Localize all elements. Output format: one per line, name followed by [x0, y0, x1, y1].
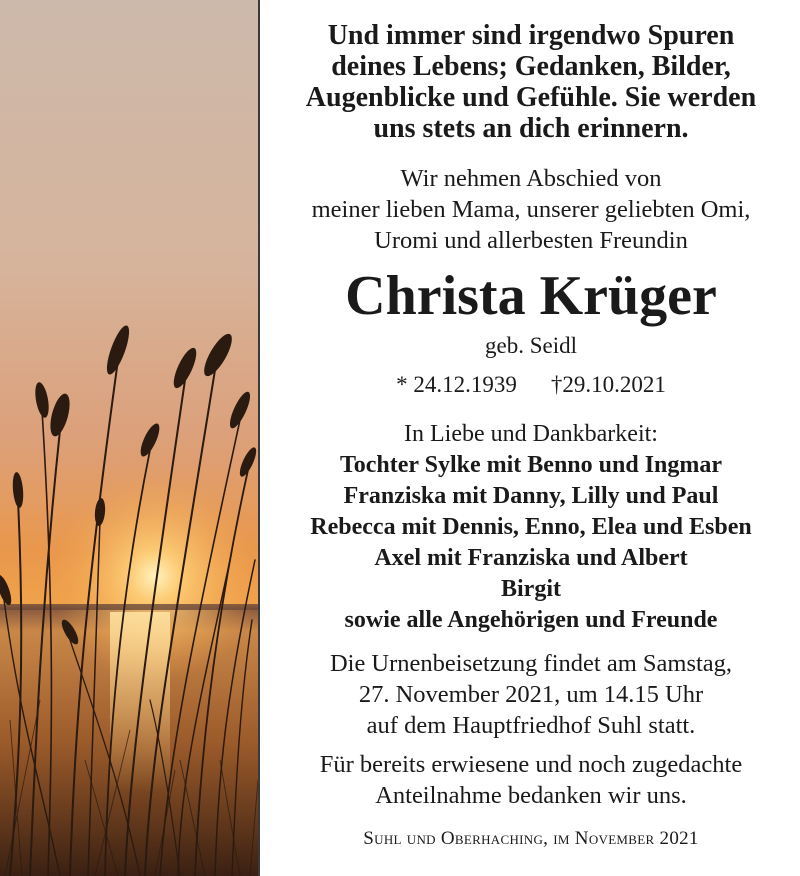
burial-info: [262, 648, 800, 741]
motto-line: uns stets an dich erinnern.: [373, 113, 689, 144]
burial-line: auf dem Hauptfriedhof Suhl statt.: [366, 712, 696, 739]
birth-date: * 24.12.1939: [396, 372, 517, 397]
family-member: sowie alle Angehörigen und Freunde: [344, 607, 718, 633]
photo-divider: [258, 0, 260, 876]
family-member: Axel mit Franziska und Albert: [374, 545, 688, 571]
death-date: †29.10.2021: [550, 372, 666, 397]
intro: [262, 163, 800, 256]
life-dates: [262, 371, 800, 399]
family-member: Rebecca mit Dennis, Enno, Elea und Esben: [310, 514, 752, 540]
burial-line: Die Urnenbeisetzung findet am Samstag,: [329, 650, 733, 677]
family-list: [262, 419, 800, 636]
notice-text: [262, 0, 800, 876]
intro-line: Uromi und allerbesten Freundin: [374, 227, 688, 254]
motto-line: Augenblicke und Gefühle. Sie werden: [305, 82, 757, 113]
motto-line: Und immer sind irgendwo Spuren: [327, 20, 735, 51]
deceased-name: Christa Krüger: [345, 265, 717, 327]
intro-line: Wir nehmen Abschied von: [400, 165, 662, 192]
intro-line: meiner lieben Mama, unserer geliebten Omi,: [311, 196, 751, 223]
maiden-name: geb. Seidl: [485, 333, 577, 358]
family-lead: In Liebe und Dankbarkeit:: [404, 421, 658, 447]
thanks-line: Anteilnahme bedanken wir uns.: [375, 782, 687, 809]
place-date: Suhl und Oberhaching, im November 2021: [363, 828, 699, 849]
motto: [262, 20, 800, 144]
family-member: Tochter Sylke mit Benno und Ingmar: [339, 452, 723, 478]
thanks: [262, 749, 800, 811]
family-member: Franziska mit Danny, Lilly und Paul: [343, 483, 719, 509]
family-member: Birgit: [501, 576, 561, 602]
sunset-reeds-photo: [0, 0, 258, 876]
thanks-line: Für bereits erwiesene und noch zugedachte: [319, 751, 743, 778]
burial-line: 27. November 2021, um 14.15 Uhr: [358, 681, 704, 708]
motto-line: deines Lebens; Gedanken, Bilder,: [331, 51, 731, 82]
